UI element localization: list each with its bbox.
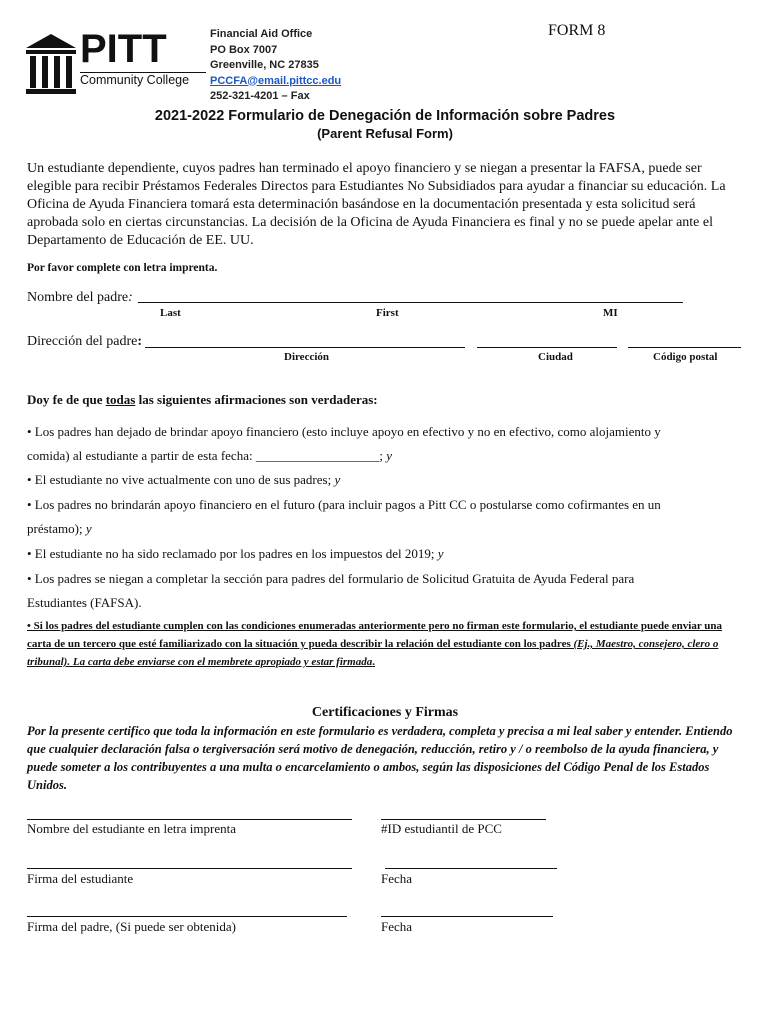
city-sublabel: Ciudad [538,351,573,363]
parent-address-label: Dirección del padre: [27,334,143,349]
building-icon [26,32,76,94]
parent-last-label: Last [160,307,181,319]
third-party-note: • Si los padres del estudiante cumplen con las condiciones enumeradas anteriormente pero no firman este formulario, el estudiante puede enviar una carta de un tercero que esté familiarizado con la situación y pueda describir la relación del estudiante con los padres (Ej., Maestro, consejero, clero o tribunal). La carta debe enviarse con el membrete apropiado y estar firmada. [27,620,723,668]
student-id-label: #ID estudiantil de PCC [381,821,502,836]
form-title: 2021-2022 Formulario de Denegación de Información sobre Padres [154,108,616,124]
address-sublabel: Dirección [284,351,330,363]
office-address [210,27,341,105]
attest-heading: Doy fe de que todas las siguientes afirmaciones son verdaderas: [27,392,378,407]
student-id-field[interactable] [381,819,546,820]
parent-name-field[interactable] [138,302,683,303]
logo-brand: PITT [80,27,167,71]
certification-text: Por la presente certifico que toda la información en este formulario es verdadera, completa y precisa a mi leal saber y entender. Entiendo que cualquier declaración falsa o tergiversación será motivo de denegación, reducción, retiro y / o reembolso de la ayuda financiera, y puede someter a los contribuyentes a una multa o encarcelamiento o ambos, según las disposiciones del Código Penal de los Estados Unidos. [27,724,733,792]
zip-sublabel: Código postal [653,351,718,363]
certification-heading: Certificaciones y Firmas [311,705,459,720]
parent-address-field[interactable] [145,347,465,348]
office-name: Financial Aid Office [210,28,313,40]
logo-subtitle: Community College [80,73,190,87]
parent-name-label: Nombre del padre: [27,290,133,305]
list-item-not-living: • El estudiante no vive actualmente con uno de sus padres; y [27,472,341,487]
list-item-support-ended: • Los padres han dejado de brindar apoyo financiero (esto incluye apoyo en efectivo y no en efectivo, como alojamiento y comida) al estudiante a partir de esta fecha: ___________________; y [27,424,661,463]
print-instruction: Por favor complete con letra imprenta. [27,262,218,274]
form-number: FORM 8 [548,22,606,39]
office-phone: 252-321-4201 – Fax [210,90,310,102]
parent-zip-field[interactable] [628,347,741,348]
list-item-no-future-support: • Los padres no brindarán apoyo financiero en el futuro (para incluir pagos a Pitt CC o postularse como cofirmantes en un préstamo); y [27,497,661,536]
intro-paragraph: Un estudiante dependiente, cuyos padres han terminado el apoyo financiero y se niegan a presentar la FAFSA, puede ser elegible para recibir Préstamos Federales Directos para Estudiantes No Subsidiados para ayudar a financiar su educación. La Oficina de Ayuda Financiera tomará esta determinación basándose en la documentación presentada y esta solicitud será aprobada solo en ciertas circunstancias. La decisión de la Oficina de Ayuda Financiera es final y no se puede apelar ante el Departamento de Educación de EE. UU. [27,161,726,248]
parent-city-field[interactable] [477,347,617,348]
list-item-refuse-fafsa: • Los padres se niegan a completar la sección para padres del formulario de Solicitud Gratuita de Ayuda Federal para Estudiantes (FAFSA). [27,571,635,610]
office-city: Greenville, NC 27835 [210,59,319,71]
student-signature-field[interactable] [27,868,352,869]
parent-first-label: First [376,307,399,319]
list-item-not-claimed: • El estudiante no ha sido reclamado por los padres en los impuestos del 2019; y [27,546,444,561]
office-email-link[interactable]: PCCFA@email.pittcc.edu [210,74,342,87]
student-date-field[interactable] [385,868,557,869]
student-date-label: Fecha [381,871,413,886]
form-subtitle: (Parent Refusal Form) [317,126,453,141]
student-signature-label: Firma del estudiante [27,871,134,886]
parent-date-label: Fecha [381,919,413,934]
parent-signature-label: Firma del padre, (Si puede ser obtenida) [27,919,237,934]
parent-signature-field[interactable] [27,916,347,917]
parent-date-field[interactable] [381,916,553,917]
college-logo [26,27,190,94]
student-name-field[interactable] [27,819,352,820]
student-name-label: Nombre del estudiante en letra imprenta [27,821,237,836]
office-po-box: PO Box 7007 [210,43,278,56]
parent-mi-label: MI [603,307,618,319]
